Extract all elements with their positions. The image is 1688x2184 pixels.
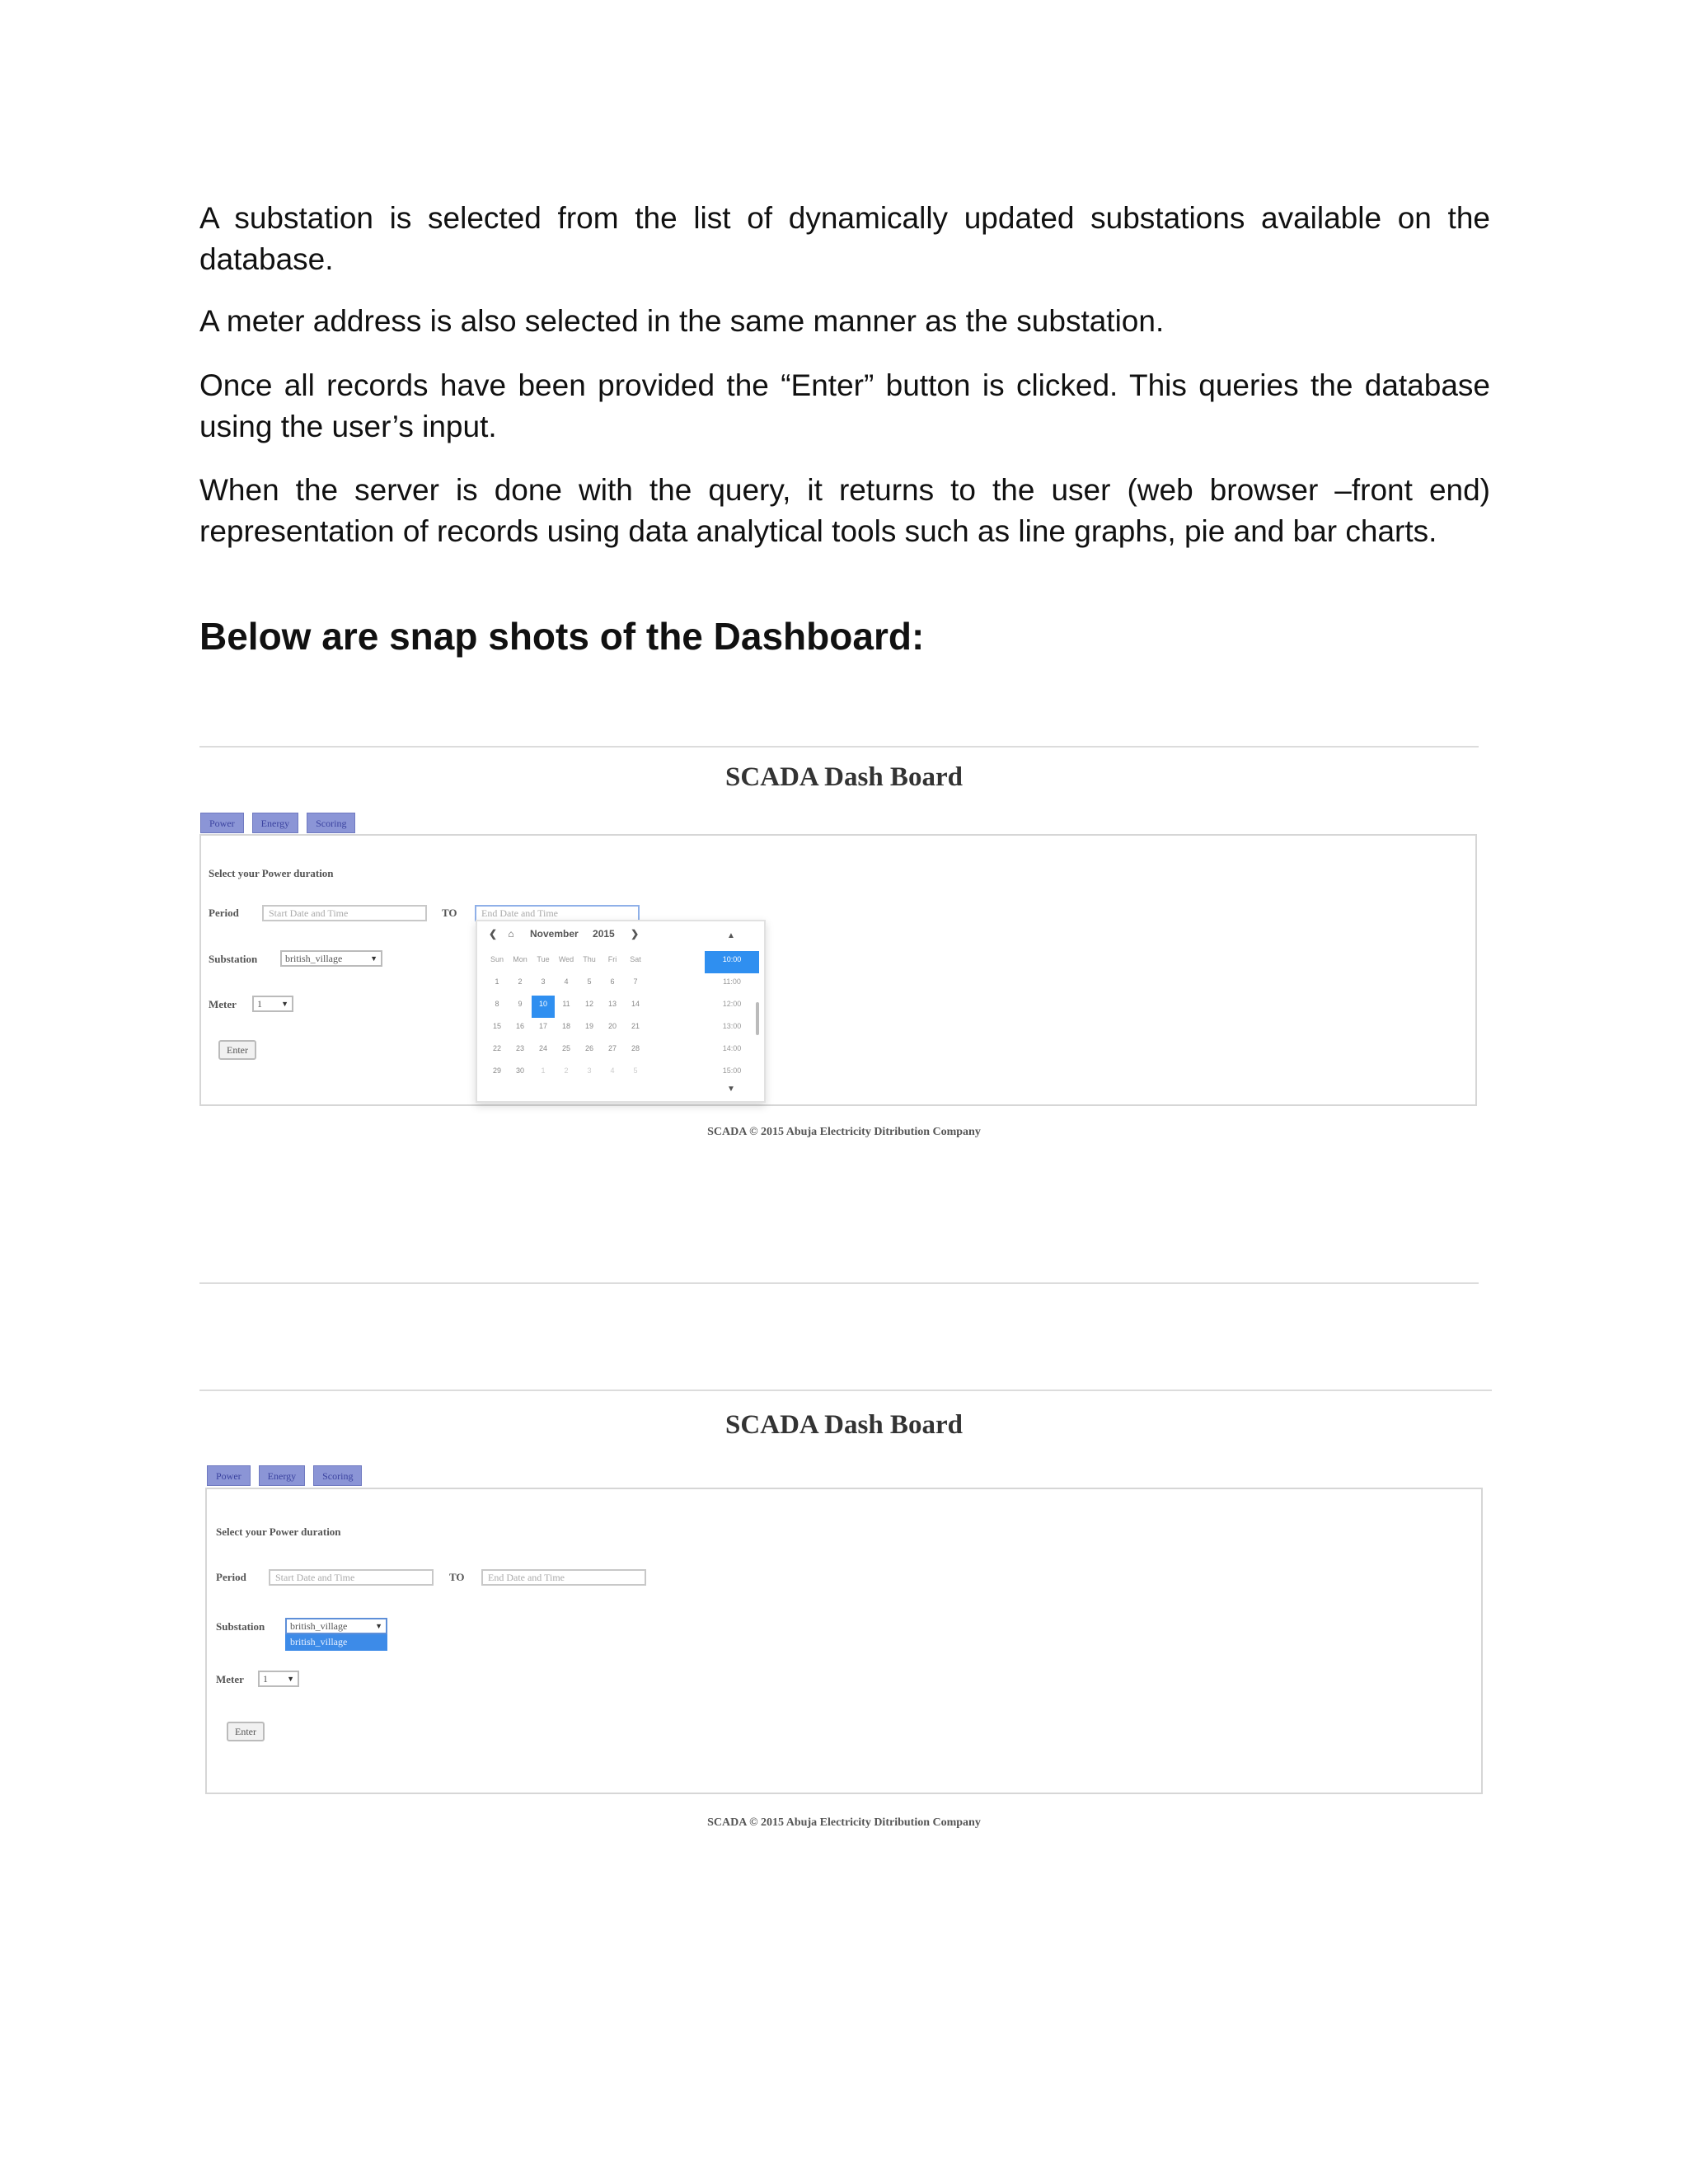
calendar-day[interactable]: 8 bbox=[495, 1000, 499, 1008]
form-panel bbox=[205, 1488, 1483, 1794]
dashboard-title: SCADA Dash Board bbox=[725, 762, 963, 792]
calendar-day[interactable]: 7 bbox=[633, 977, 638, 986]
divider-bottom bbox=[199, 1282, 1479, 1284]
tab-scoring[interactable]: Scoring bbox=[313, 1465, 362, 1486]
section-label: Select your Power duration bbox=[209, 867, 334, 879]
time-scroll-up-icon[interactable]: ▲ bbox=[727, 931, 735, 940]
calendar-day[interactable]: 29 bbox=[492, 1066, 501, 1075]
chevron-down-icon: ▼ bbox=[287, 1675, 294, 1683]
calendar-day[interactable]: 9 bbox=[518, 1000, 523, 1008]
calendar-day[interactable]: 12 bbox=[584, 1000, 593, 1008]
calendar-day[interactable]: 10 bbox=[532, 996, 555, 1018]
time-option[interactable]: 11:00 bbox=[723, 977, 741, 986]
calendar-day[interactable]: 2 bbox=[564, 1066, 569, 1075]
chevron-down-icon: ▼ bbox=[375, 1622, 382, 1630]
end-date-input[interactable]: End Date and Time bbox=[475, 905, 640, 921]
form-panel bbox=[199, 834, 1477, 1106]
substation-value: british_village bbox=[285, 953, 343, 964]
calendar-day[interactable]: 4 bbox=[564, 977, 569, 986]
chevron-down-icon: ▼ bbox=[370, 954, 377, 963]
calendar-header bbox=[489, 928, 639, 940]
dropdown-option[interactable]: british_village bbox=[285, 1634, 387, 1651]
to-label: TO bbox=[449, 1571, 465, 1583]
calendar-day[interactable]: 1 bbox=[541, 1066, 546, 1075]
paragraph-meter: A meter address is also selected in the same manner as the substation. bbox=[199, 304, 1165, 338]
period-label: Period bbox=[216, 1571, 246, 1583]
enter-button[interactable]: Enter bbox=[218, 1040, 256, 1060]
calendar-day[interactable]: 13 bbox=[607, 1000, 617, 1008]
meter-value: 1 bbox=[257, 998, 262, 1010]
calendar-day[interactable]: 5 bbox=[587, 977, 592, 986]
prev-month-icon[interactable]: ❮ bbox=[489, 928, 498, 940]
end-date-input[interactable]: End Date and Time bbox=[481, 1569, 646, 1586]
calendar-day[interactable]: 4 bbox=[610, 1066, 615, 1075]
calendar-grid bbox=[485, 951, 647, 1085]
calendar-day[interactable]: 17 bbox=[538, 1022, 547, 1030]
period-label: Period bbox=[209, 907, 239, 919]
meter-label: Meter bbox=[216, 1673, 244, 1685]
calendar-day[interactable]: 28 bbox=[631, 1044, 640, 1052]
weekday-header: Mon bbox=[513, 955, 528, 963]
meter-label: Meter bbox=[209, 998, 237, 1010]
calendar-day[interactable]: 5 bbox=[633, 1066, 638, 1075]
calendar-day[interactable]: 2 bbox=[518, 977, 523, 986]
time-list bbox=[705, 951, 759, 1085]
calendar-day[interactable]: 1 bbox=[495, 977, 499, 986]
divider-top bbox=[199, 746, 1479, 748]
divider-top bbox=[199, 1390, 1492, 1391]
weekday-header: Sat bbox=[630, 955, 641, 963]
month-select[interactable]: November bbox=[530, 928, 579, 940]
weekday-header: Wed bbox=[558, 955, 574, 963]
substation-label: Substation bbox=[209, 953, 258, 965]
home-icon[interactable]: ⌂ bbox=[508, 928, 514, 940]
calendar-day[interactable]: 16 bbox=[515, 1022, 524, 1030]
calendar-day[interactable]: 18 bbox=[561, 1022, 570, 1030]
calendar-day[interactable]: 6 bbox=[610, 977, 615, 986]
calendar-day[interactable]: 15 bbox=[492, 1022, 501, 1030]
substation-value: british_village bbox=[290, 1620, 348, 1632]
calendar-day[interactable]: 24 bbox=[538, 1044, 547, 1052]
footer-text: SCADA © 2015 Abuja Electricity Ditribution Company bbox=[707, 1126, 981, 1138]
tab-energy[interactable]: Energy bbox=[252, 813, 298, 833]
dashboard-title: SCADA Dash Board bbox=[725, 1410, 963, 1440]
calendar-day[interactable]: 25 bbox=[561, 1044, 570, 1052]
tab-power[interactable]: Power bbox=[200, 813, 244, 833]
time-scroll-down-icon[interactable]: ▼ bbox=[727, 1085, 735, 1094]
substation-select[interactable] bbox=[280, 950, 382, 967]
calendar-day[interactable]: 26 bbox=[584, 1044, 593, 1052]
time-option[interactable]: 14:00 bbox=[722, 1044, 742, 1052]
footer-text: SCADA © 2015 Abuja Electricity Ditribution Company bbox=[707, 1816, 981, 1829]
time-option[interactable]: 13:00 bbox=[722, 1022, 742, 1030]
calendar-day[interactable]: 20 bbox=[607, 1022, 617, 1030]
calendar-day[interactable]: 14 bbox=[631, 1000, 640, 1008]
year-select[interactable]: 2015 bbox=[593, 928, 615, 940]
chevron-down-icon: ▼ bbox=[281, 1000, 288, 1008]
meter-select[interactable] bbox=[252, 996, 293, 1012]
tab-bar bbox=[207, 1465, 362, 1486]
paragraph-substation: A substation is selected from the list of dynamically updated substations available on the database. bbox=[199, 201, 1490, 276]
paragraph-enter: Once all records have been provided the “Enter” button is clicked. This queries the database using the user’s input. bbox=[199, 368, 1490, 443]
weekday-header: Sun bbox=[490, 955, 504, 963]
tab-bar bbox=[200, 813, 355, 833]
meter-value: 1 bbox=[263, 1673, 268, 1685]
enter-button[interactable]: Enter bbox=[227, 1722, 265, 1741]
date-time-picker bbox=[476, 920, 766, 1103]
substation-label: Substation bbox=[216, 1620, 265, 1633]
start-date-input[interactable]: Start Date and Time bbox=[262, 905, 427, 921]
weekday-header: Thu bbox=[583, 955, 596, 963]
calendar-day[interactable]: 21 bbox=[631, 1022, 640, 1030]
substation-select[interactable] bbox=[285, 1618, 387, 1634]
weekday-header: Fri bbox=[607, 955, 617, 963]
time-option[interactable]: 10:00 bbox=[705, 951, 759, 973]
tab-scoring[interactable]: Scoring bbox=[307, 813, 355, 833]
time-scrollbar[interactable] bbox=[756, 1002, 759, 1035]
calendar-day[interactable]: 11 bbox=[562, 1000, 570, 1008]
tab-energy[interactable]: Energy bbox=[259, 1465, 305, 1486]
section-label: Select your Power duration bbox=[216, 1526, 341, 1538]
next-month-icon[interactable]: ❯ bbox=[631, 928, 640, 940]
to-label: TO bbox=[442, 907, 457, 919]
calendar-day[interactable]: 3 bbox=[541, 977, 546, 986]
paragraph-server: When the server is done with the query, it returns to the user (web browser –front end) representation of records using data analytical tools such as line graphs, pie and bar charts. bbox=[199, 473, 1490, 548]
calendar-day[interactable]: 23 bbox=[515, 1044, 524, 1052]
start-date-input[interactable]: Start Date and Time bbox=[269, 1569, 434, 1586]
weekday-header: Tue bbox=[537, 955, 550, 963]
time-option[interactable]: 12:00 bbox=[722, 1000, 742, 1008]
meter-select[interactable] bbox=[258, 1671, 299, 1687]
calendar-day[interactable]: 27 bbox=[607, 1044, 617, 1052]
calendar-day[interactable]: 22 bbox=[492, 1044, 501, 1052]
section-heading: Below are snap shots of the Dashboard: bbox=[199, 615, 925, 658]
calendar-day[interactable]: 19 bbox=[584, 1022, 593, 1030]
calendar-day[interactable]: 30 bbox=[515, 1066, 524, 1075]
time-option[interactable]: 15:00 bbox=[722, 1066, 742, 1075]
calendar-day[interactable]: 3 bbox=[587, 1066, 592, 1075]
tab-power[interactable]: Power bbox=[207, 1465, 251, 1486]
